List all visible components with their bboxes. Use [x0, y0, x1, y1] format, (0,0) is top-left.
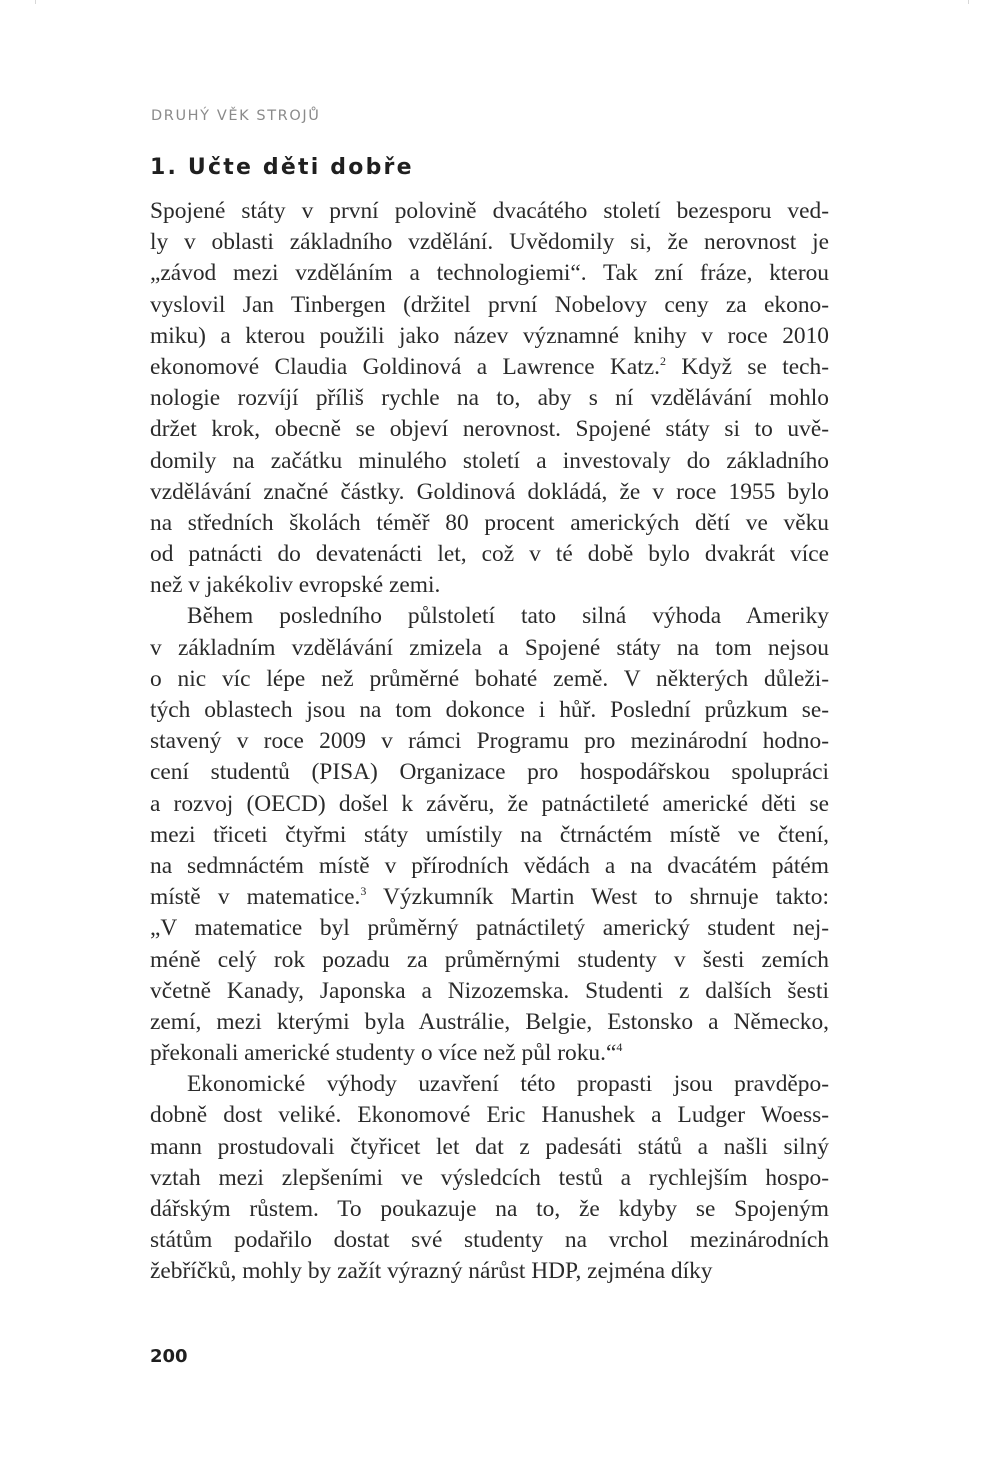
text-line: státům podařilo dostat své studenty na vrchol mezinárodních [150, 1227, 829, 1254]
text-line: žebříčků, mohly by zažít výrazný nárůst HDP, zejména díky [150, 1258, 713, 1285]
footnote-marker: 3 [360, 884, 367, 899]
footnote-marker: 2 [660, 353, 667, 368]
text-line: mann prostudovali čtyřicet let dat z padesáti států a našli silný [150, 1133, 829, 1160]
text-line: dobně dost veliké. Ekonomové Eric Hanushek a Ludger Woess- [150, 1102, 829, 1129]
text-line: vyslovil Jan Tinbergen (držitel první Nobelovy ceny za ekono- [150, 291, 829, 318]
text-line: včetně Kanady, Japonska a Nizozemska. Studenti z dalších šesti [150, 977, 829, 1004]
text-line: nologie rozvíjí příliš rychle na to, aby s ní vzdělávání mohlo [150, 385, 829, 412]
running-head: DRUHÝ VĚK STROJŮ [151, 108, 321, 124]
section-title: 1. Učte děti dobře [150, 155, 414, 180]
text-line: na středních školách téměř 80 procent amerických dětí ve věku [150, 509, 829, 536]
text-line: než v jakékoliv evropské zemi. [150, 572, 441, 599]
text-line: na sedmnáctém místě v přírodních vědách a na dvacátém pátém [150, 852, 829, 879]
text-line: vztah mezi zlepšeními ve výsledcích testů a rychlejším hospo- [150, 1164, 829, 1191]
text-line: tých oblastech jsou na tom dokonce i hůř. Poslední průzkum se- [150, 697, 829, 723]
paragraph [150, 196, 829, 601]
text-line: Ekonomické výhody uzavření této propasti jsou pravděpo- [187, 1071, 829, 1098]
footnote-marker: 4 [616, 1040, 623, 1055]
text-line: o nic víc lépe než průměrné bohaté země. V některých důleži- [150, 665, 829, 692]
page-number: 200 [150, 1346, 188, 1367]
text-line: a rozvoj (OECD) došel k závěru, že patnáctileté americké děti se [150, 790, 829, 817]
text-line: miku) a kterou použili jako název významné knihy v roce 2010 [150, 322, 829, 349]
paragraph [150, 601, 829, 1069]
text-line: Spojené státy v první polovině dvacátého století bezesporu ved- [150, 198, 829, 224]
crop-mark-right [968, 0, 969, 4]
text-line: zemí, mezi kterými byla Austrálie, Belgie, Estonsko a Německo, [150, 1008, 829, 1035]
text-line: méně celý rok pozadu za průměrnými studenty v šesti zemích [150, 946, 829, 973]
text-line: vzdělávání značné částky. Goldinová dokládá, že v roce 1955 bylo [150, 478, 829, 505]
text-line: překonali americké studenty o více než půl roku.“$^4$ [150, 1040, 623, 1067]
text-line: „závod mezi vzděláním a technologiemi“. Tak zní fráze, kterou [150, 260, 829, 287]
text-line: domily na začátku minulého století a investovaly do základního [150, 447, 829, 474]
text-line: dářským růstem. To poukazuje na to, že kdyby se Spojeným [150, 1196, 829, 1222]
text-line: Během posledního půlstoletí tato silná výhoda Ameriky [187, 603, 829, 630]
text-line: cení studentů (PISA) Organizace pro hospodářskou spolupráci [150, 759, 829, 786]
crop-mark-left [35, 0, 36, 4]
text-line: ly v oblasti základního vzdělání. Uvědomily si, že nerovnost je [150, 229, 829, 256]
text-line: „V matematice byl průměrný patnáctiletý americký student nej- [150, 915, 829, 942]
paragraph [150, 1069, 829, 1287]
text-line: stavený v roce 2009 v rámci Programu pro mezinárodní hodno- [150, 728, 829, 755]
text-line: ekonomové Claudia Goldinová a Lawrence Katz.$^2$ Když se tech- [150, 353, 829, 380]
body-text [150, 196, 829, 1288]
text-line: od patnácti do devatenácti let, což v té době bylo dvakrát více [150, 541, 829, 568]
text-line: držet krok, obecně se objeví nerovnost. Spojené státy si to uvě- [150, 416, 829, 443]
text-line: v základním vzdělávání zmizela a Spojené státy na tom nejsou [150, 634, 829, 661]
text-line: mezi třiceti čtyřmi státy umístily na čtrnáctém místě ve čtení, [150, 821, 829, 848]
text-line: místě v matematice.$^3$ Výzkumník Martin West to shrnuje takto: [150, 884, 829, 911]
